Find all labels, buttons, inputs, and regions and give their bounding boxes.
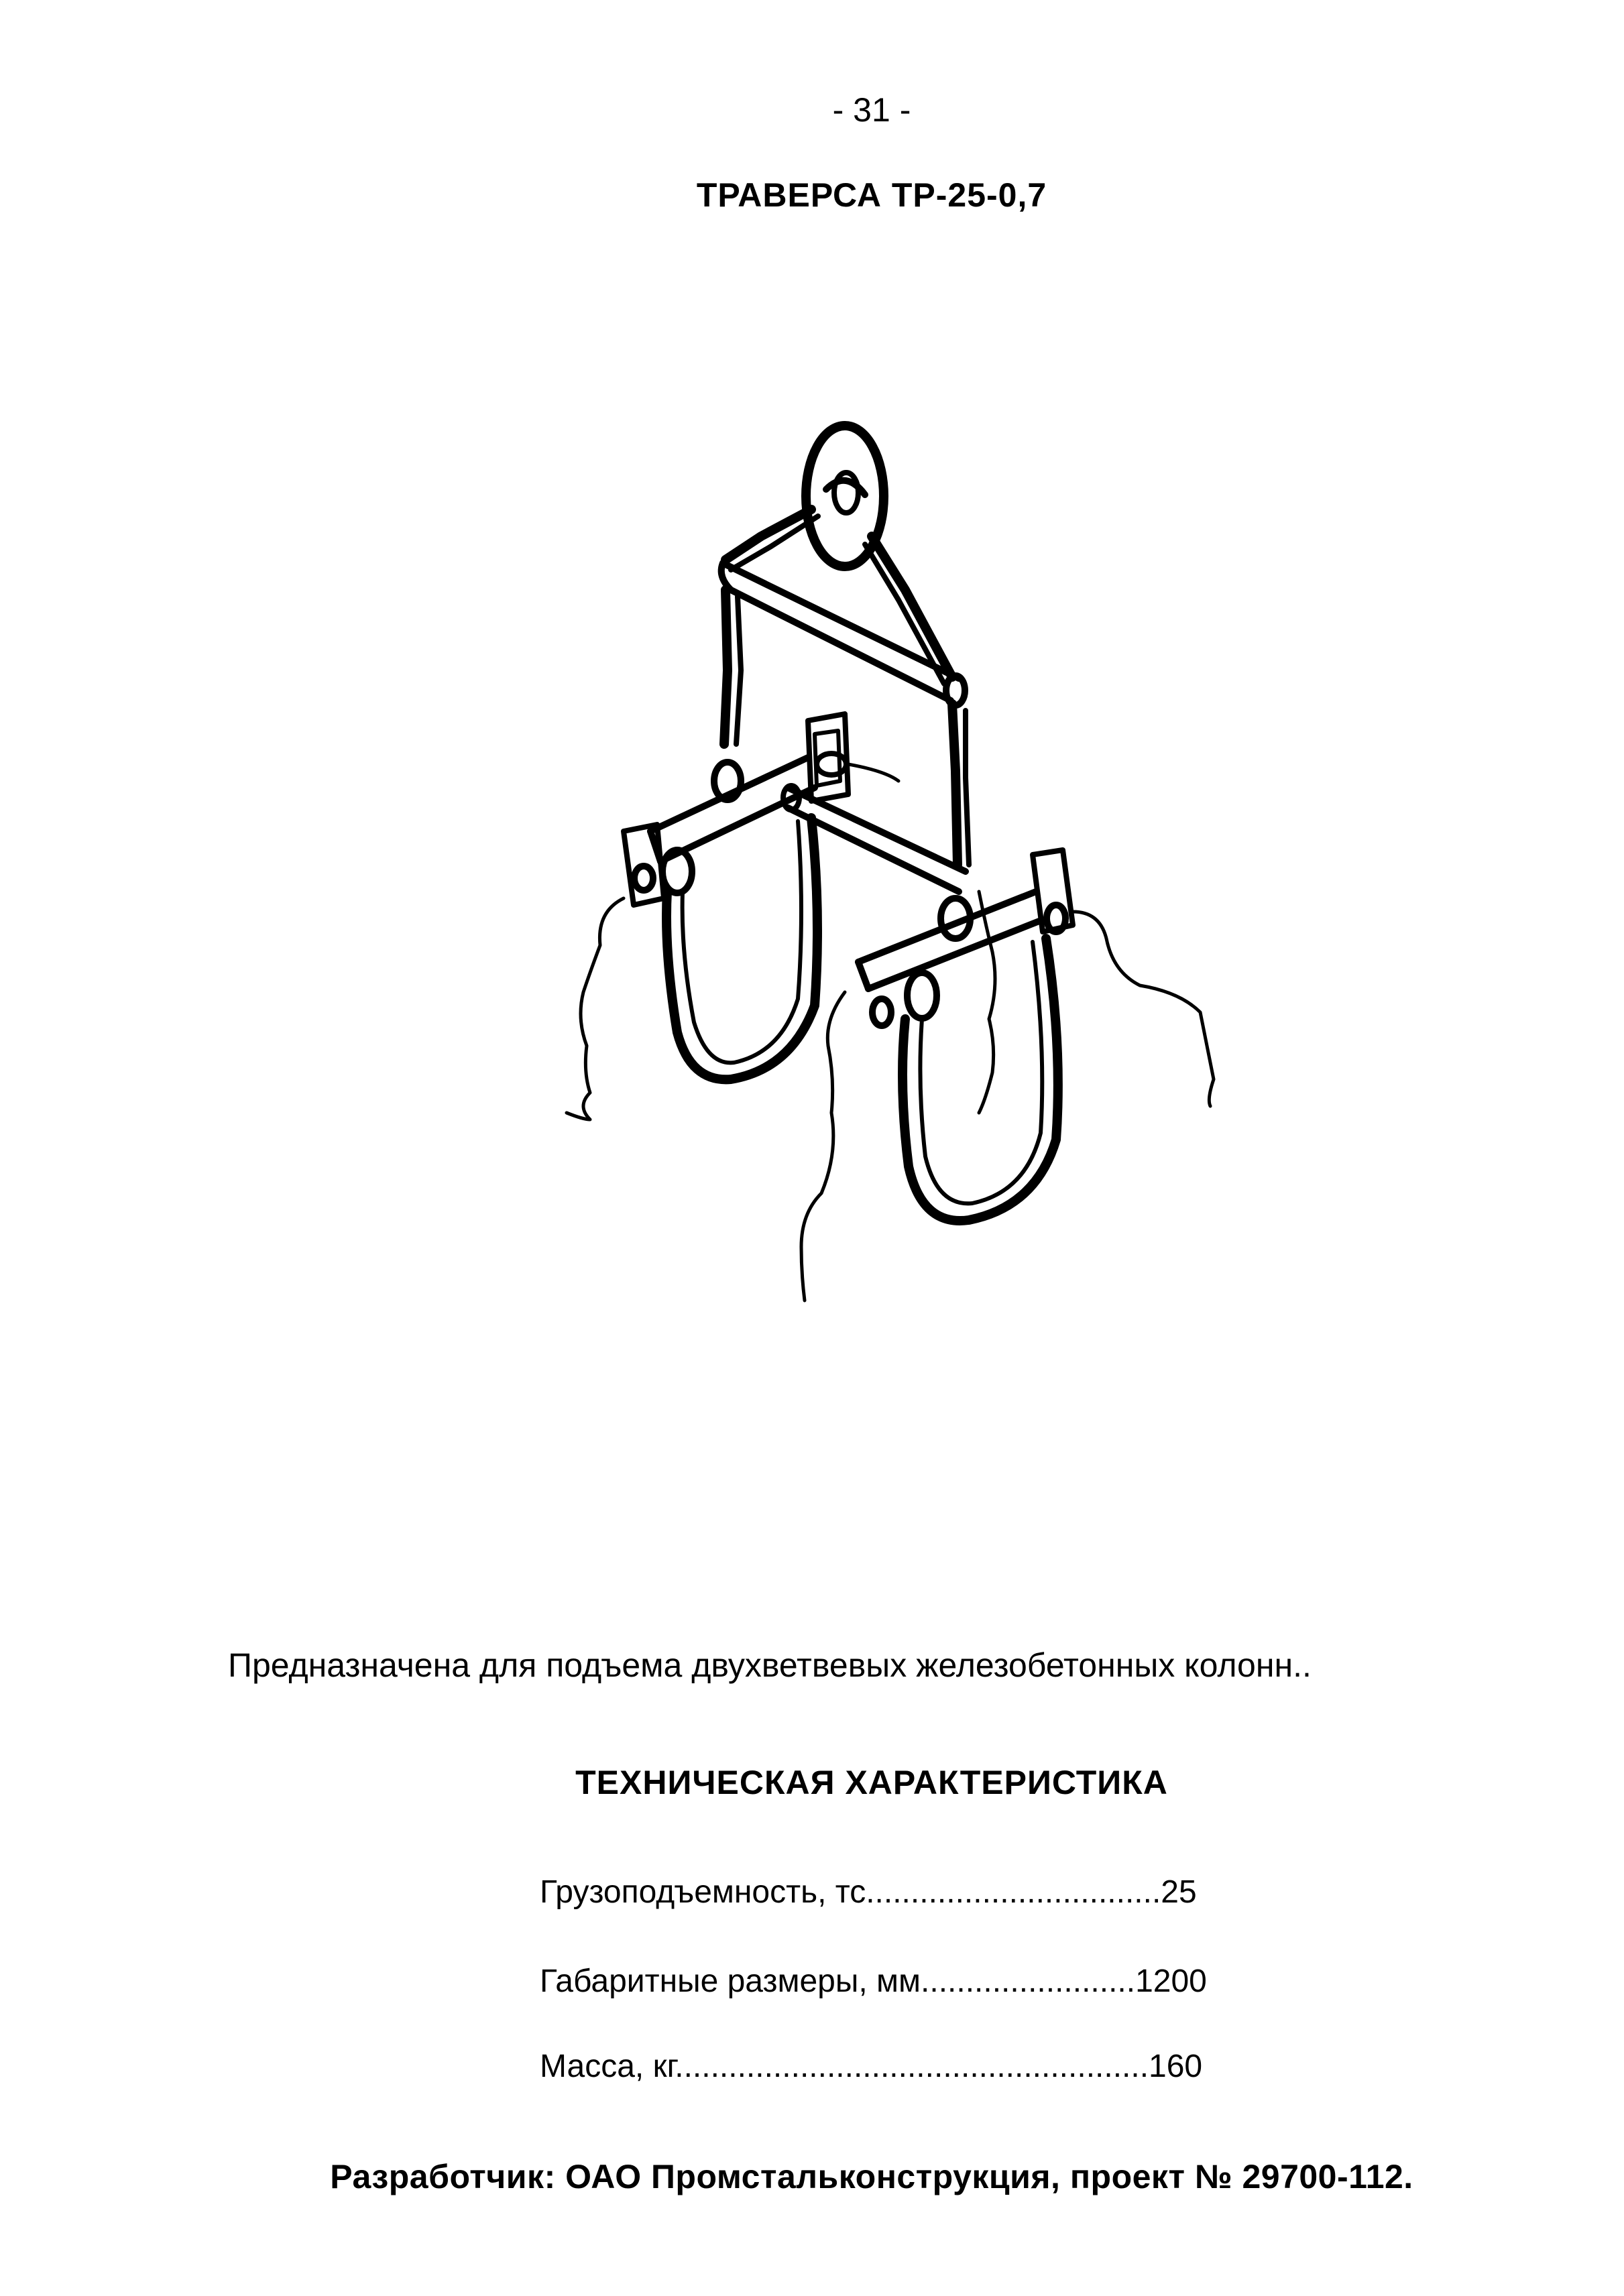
developer-line: Разработчик: ОАО Промстальконструкция, проект № 29700-112. — [330, 2158, 1413, 2195]
page-number: - 31 - — [832, 91, 911, 129]
spec-dimensions: Габаритные размеры, мм........................1200 — [540, 1963, 1207, 1999]
spec-load-capacity: Грузоподъемность, тс.................................25 — [540, 1874, 1197, 1910]
hanging-ropes — [567, 764, 1214, 1301]
spec-mass: Масса, кг.....................................................160 — [540, 2049, 1203, 2084]
purpose-text: Предназначена для подъема двухветвевых железобетонных колонн.. — [228, 1646, 1312, 1684]
right-u-sling — [903, 939, 1058, 1221]
left-cross-beam — [624, 758, 815, 905]
traverse-drawing — [550, 402, 1261, 1327]
document-title: ТРАВЕРСА ТР-25-0,7 — [696, 176, 1047, 214]
specs-heading: ТЕХНИЧЕСКАЯ ХАРАКТЕРИСТИКА — [575, 1764, 1168, 1801]
